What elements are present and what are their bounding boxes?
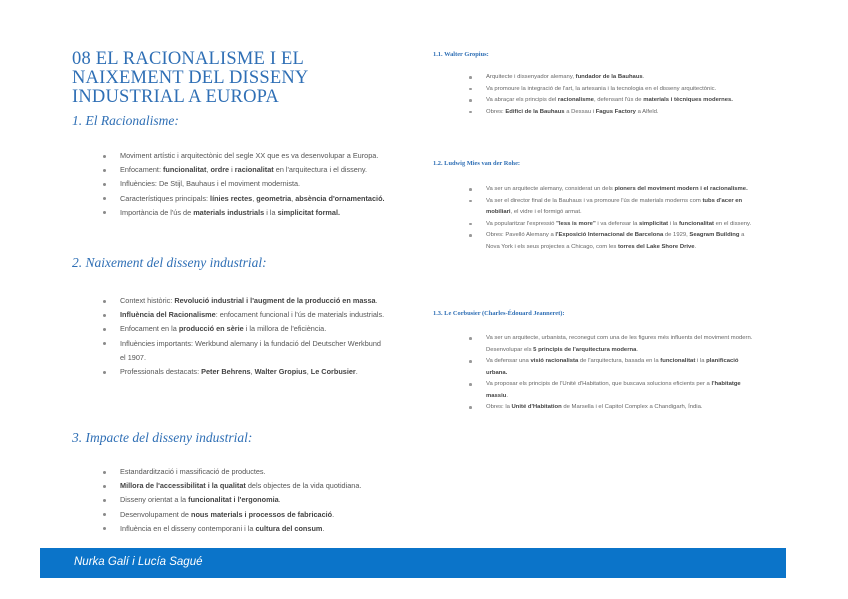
list-item [103, 206, 388, 220]
footer-authors: Nurka Galí i Lucía Sagué [74, 556, 203, 568]
bold-text: visió racionalista [530, 358, 579, 364]
list-item [469, 72, 759, 84]
text-segment: , el vidre i el formigó armat. [510, 209, 582, 215]
bold-text: ordre [210, 165, 230, 175]
list-item [469, 184, 759, 196]
text-segment: i la [668, 220, 679, 227]
text-segment: . [506, 392, 508, 399]
list-item [103, 479, 403, 493]
text-segment: Estandardització i massificació de productes. [120, 467, 266, 476]
list-item [103, 163, 388, 177]
text-segment: , [306, 367, 311, 377]
footer-bar [40, 548, 786, 578]
bold-text: geometria [256, 193, 292, 203]
text-segment: , defensant l'ús de [593, 97, 644, 103]
bold-text: "less is more" [556, 220, 596, 227]
list-item [103, 465, 403, 479]
bold-text: torres del Lake Shore Drive [617, 243, 695, 250]
text-segment: . [642, 74, 645, 80]
list-item [469, 95, 759, 107]
text-segment: Obres: [486, 108, 506, 115]
text-segment: Va promoure la integració de l'art, la artesania i la tecnologia en el disseny arquitectònic. [486, 85, 717, 92]
text-segment: Enfocament: [120, 165, 163, 175]
text-segment: a Nova York i els seus projectes a Chicago, com les [486, 232, 745, 250]
section-heading-racionalisme: 1. El Racionalisme: [72, 113, 179, 128]
title-line: INDUSTRIAL A EUROPA [72, 87, 279, 107]
list-item [103, 508, 403, 522]
section-list-naixement [103, 294, 388, 379]
text-segment: , [291, 193, 296, 203]
section-list-impacte [103, 465, 403, 536]
list-item [469, 356, 759, 379]
list-item [469, 107, 759, 119]
bold-text: racionalitat [234, 165, 274, 175]
text-segment: i va defensar la [595, 220, 639, 227]
list-item [103, 522, 403, 536]
text-segment: Professionals destacats: [120, 367, 202, 377]
text-segment: . [375, 296, 378, 305]
text-segment: Arquitecte i dissenyador alemany, [486, 74, 576, 80]
text-segment: de Marsella i el Capitol Complex a Chandigarh, Índia. [561, 404, 703, 410]
bold-text: materials i tècniques modernes. [643, 97, 733, 103]
bold-text: Edifici de la Bauhaus [505, 108, 565, 115]
list-item [103, 149, 388, 163]
list-item [103, 365, 388, 379]
text-segment: Importància de l'ús de [120, 207, 194, 217]
text-segment: Va popularitzar l'expressió [486, 220, 557, 227]
text-segment: Característiques principals: [120, 193, 211, 203]
bold-text: pioners del moviment modern i el racionalisme. [614, 186, 748, 192]
text-segment: . [355, 367, 358, 377]
text-segment: Va abraçar els principis del [486, 97, 558, 103]
page-title [72, 50, 402, 107]
text-segment: Enfocament en la [120, 324, 179, 334]
bold-text: producció en sèrie [178, 324, 244, 334]
bold-text: planificació urbana. [486, 358, 739, 376]
text-segment: dels objectes de la vida quotidiana. [245, 481, 362, 491]
bold-text: funcionalitat [163, 165, 207, 175]
text-segment: . [322, 523, 325, 533]
text-segment: i la millora de l'eficiència. [243, 324, 327, 334]
text-segment: i [229, 165, 235, 175]
list-item [103, 177, 388, 191]
text-segment: Disseny orientat a la [120, 495, 189, 505]
text-segment: Obres: Pavelló Alemany a [486, 232, 556, 238]
bold-text: l'Exposició Internacional de Barcelona [555, 232, 664, 238]
text-segment: en l'arquitectura i el disseny. [273, 165, 368, 175]
text-segment: Va ser un arquitecte alemany, considerat un dels [486, 186, 615, 192]
list-item [469, 230, 759, 253]
text-segment: , [252, 193, 257, 203]
text-segment: . [278, 495, 281, 505]
list-item [469, 402, 759, 414]
bold-text: línies rectes [210, 193, 253, 203]
list-item [103, 493, 403, 507]
list-item [103, 192, 388, 206]
text-segment: en el disseny. [713, 220, 752, 227]
bold-text: Revolució industrial i l'augment de la producció en massa [174, 296, 376, 305]
text-segment: Moviment artístic i arquitectònic del segle XX que es va desenvolupar a Europa. [120, 151, 379, 160]
text-segment: a Dessau i [564, 108, 596, 115]
list-item [103, 322, 388, 336]
bold-text: Seagram Building [689, 232, 740, 238]
bold-text: l'habitatge massiu [486, 381, 741, 399]
text-segment: Va ser un arquitecte, urbanista, reconegut com una de les figures més influents del moviment modern. Desenvolupar els [486, 335, 753, 353]
bold-text: funcionalitat [678, 220, 714, 227]
bold-text: Fagus Factory [595, 108, 636, 115]
list-item [103, 294, 388, 308]
text-segment: Influències importants: Werkbund alemany i la fundació del Deutscher Werkbund el 1907. [120, 338, 381, 362]
bold-text: materials industrials [193, 207, 265, 217]
bold-text: Millora de l'accessibilitat i la qualitat [120, 481, 246, 491]
subsection-list-gropius [469, 72, 759, 118]
text-segment: Influències: De Stijl, Bauhaus i el moviment modernista. [120, 179, 301, 189]
bold-text: simplicitat [639, 220, 669, 227]
list-item [469, 333, 759, 356]
bold-text: tubs d'acer en mobiliari [486, 197, 743, 215]
text-segment: : enfocament funcional i l'ús de materials industrials. [215, 310, 385, 320]
bold-text: Walter Gropius [254, 367, 307, 377]
text-segment: de l'arquitectura, basada en la [578, 358, 661, 364]
bold-text: nous materials i processos de fabricació [191, 509, 333, 519]
list-item [103, 308, 388, 322]
bold-text: Unité d'Habitation [511, 404, 562, 410]
text-segment: . [636, 346, 639, 353]
bold-text: Influència del Racionalisme [120, 310, 216, 320]
text-segment: , [206, 165, 211, 175]
section-heading-impacte: 3. Impacte del disseny industrial: [72, 430, 253, 445]
text-segment: Influència en el disseny contemporani i la [120, 523, 256, 533]
bold-text: Peter Behrens [201, 367, 251, 377]
text-segment: Va proposar els principis de l'Unité d'Habitation, que buscava solucions eficients per a [486, 381, 712, 387]
bold-text: absència d'ornamentació. [295, 193, 385, 203]
title-block [72, 50, 402, 107]
bold-text: simplicitat formal. [277, 207, 341, 217]
text-segment: a Alfeld. [635, 108, 659, 115]
bold-text: 5 principis de l'arquitectura moderna [533, 346, 637, 353]
list-item [469, 379, 759, 402]
bold-text: Le Corbusier [310, 367, 356, 377]
text-segment: . [332, 509, 335, 519]
list-item [469, 84, 759, 96]
text-segment: Va defensar una [486, 358, 531, 364]
text-segment: Context històric: [120, 296, 175, 305]
subsection-heading-mies: 1.2. Ludwig Mies van der Rohe: [433, 160, 521, 167]
bold-text: funcionalitat i l'ergonomia [188, 495, 279, 505]
list-item [469, 219, 759, 231]
bold-text: fundador de la Bauhaus [575, 74, 643, 80]
text-segment: de 1929, [663, 232, 690, 238]
text-segment: . [694, 243, 697, 250]
bold-text: cultura del consum [255, 523, 323, 533]
text-segment: Desenvolupament de [120, 509, 191, 519]
list-item [469, 196, 759, 219]
title-line: 08 EL RACIONALISME I EL [72, 49, 305, 69]
title-line: NAIXEMENT DEL DISSENY [72, 68, 309, 88]
section-list-racionalisme [103, 149, 388, 220]
text-segment: Obres: la [486, 404, 512, 410]
text-segment: i la [264, 207, 278, 217]
text-segment: Va ser el director final de la Bauhaus i va promoure l'ús de materials moderns com [486, 197, 703, 204]
text-segment: , [250, 367, 255, 377]
subsection-list-mies [469, 184, 759, 253]
list-item [103, 337, 388, 365]
section-heading-naixement: 2. Naixement del disseny industrial: [72, 255, 267, 270]
subsection-heading-gropius: 1.1. Walter Gropius: [433, 51, 489, 58]
subsection-list-corbusier [469, 333, 759, 414]
subsection-heading-corbusier: 1.3. Le Corbusier (Charles-Édouard Jeanneret): [433, 310, 565, 317]
text-segment: i la [695, 358, 707, 364]
bold-text: funcionalitat [660, 358, 696, 364]
bold-text: racionalisme [557, 97, 594, 103]
